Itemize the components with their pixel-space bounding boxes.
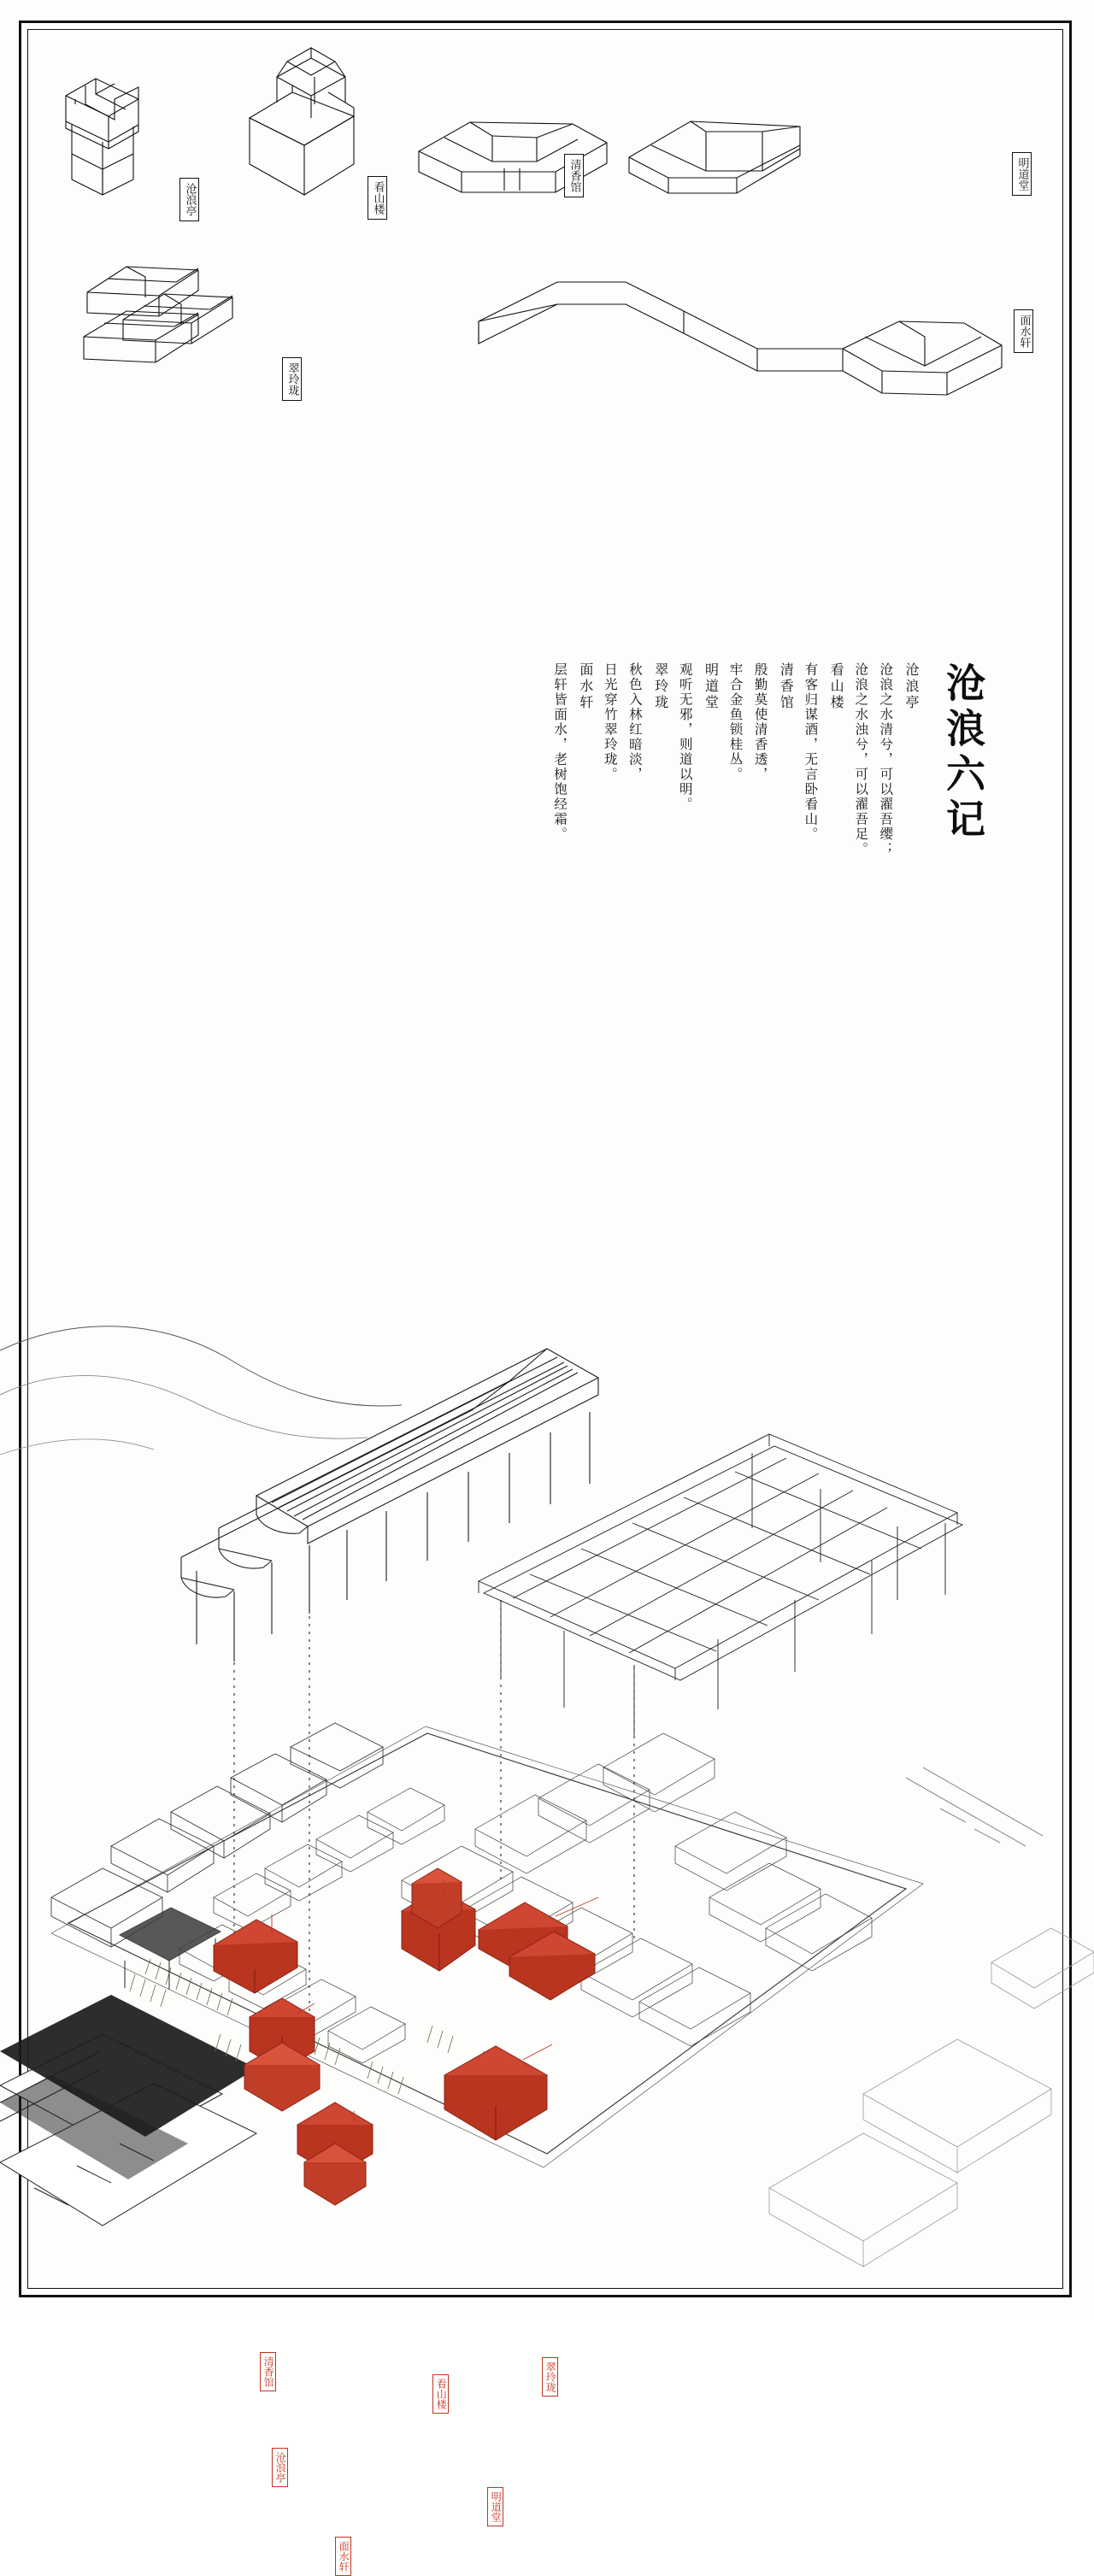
massing-model-mingdaotang [617,101,814,229]
title-and-poem-block [368,662,986,1021]
poem-line: 日光穿竹翠玲珑。 [602,662,618,782]
massing-diagram-zone [27,34,1063,581]
poem-line: 层轩皆面水，老树饱经霜。 [552,662,568,842]
poem-line: 翠玲珑 [652,662,669,711]
persp-label-mingdaotang: 明道堂 [487,2487,503,2526]
massing-model-cuilinglong [70,238,292,391]
poem-line: 有客归谋酒，无言卧看山。 [803,662,819,842]
poem-line: 明道堂 [703,662,720,711]
massing-label-mingdaotang: 明道堂 [1012,152,1032,196]
poem-columns [545,662,921,953]
massing-label-kanshanlou: 看山楼 [368,176,387,220]
massing-model-canglangting [36,43,198,205]
poem-line: 秋色入林红暗淡， [626,662,643,782]
site-axonometric-drawing [0,1299,1094,2572]
persp-label-qingxiangguan: 清香馆 [260,2352,276,2391]
massing-label-mianshuixuan: 面水轩 [1014,309,1033,353]
poem-line: 面水轩 [577,662,594,711]
massing-model-mianshuixuan [463,263,1010,417]
poem-line: 殷勤莫使清香透， [752,662,768,782]
poem-line: 观听无邪，则道以明。 [677,662,693,812]
massing-label-canglangting: 沧浪亭 [179,178,199,221]
poem-line: 清香馆 [778,662,795,711]
poem-line: 牢合金鱼锁桂丛。 [727,662,744,782]
massing-label-cuilinglong: 翠玲珑 [282,357,302,401]
persp-label-canglangting: 沧浪亭 [272,2448,288,2487]
persp-label-kanshanlou: 看山楼 [432,2374,449,2414]
poem-line: 沧浪之水浊兮，可以濯吾足。 [853,662,869,857]
massing-label-qingxiangguan: 清香馆 [564,154,584,197]
poem-line: 沧浪亭 [903,662,920,711]
poem-line: 沧浪之水清兮，可以濯吾缨； [878,662,894,857]
persp-label-mianshuixuan: 面水轩 [335,2537,351,2576]
page-title: 沧浪六记 [940,662,986,844]
massing-model-qingxiangguan [410,98,615,226]
persp-label-cuilinglong: 翠玲珑 [542,2357,558,2397]
poem-line: 看山楼 [828,662,845,711]
